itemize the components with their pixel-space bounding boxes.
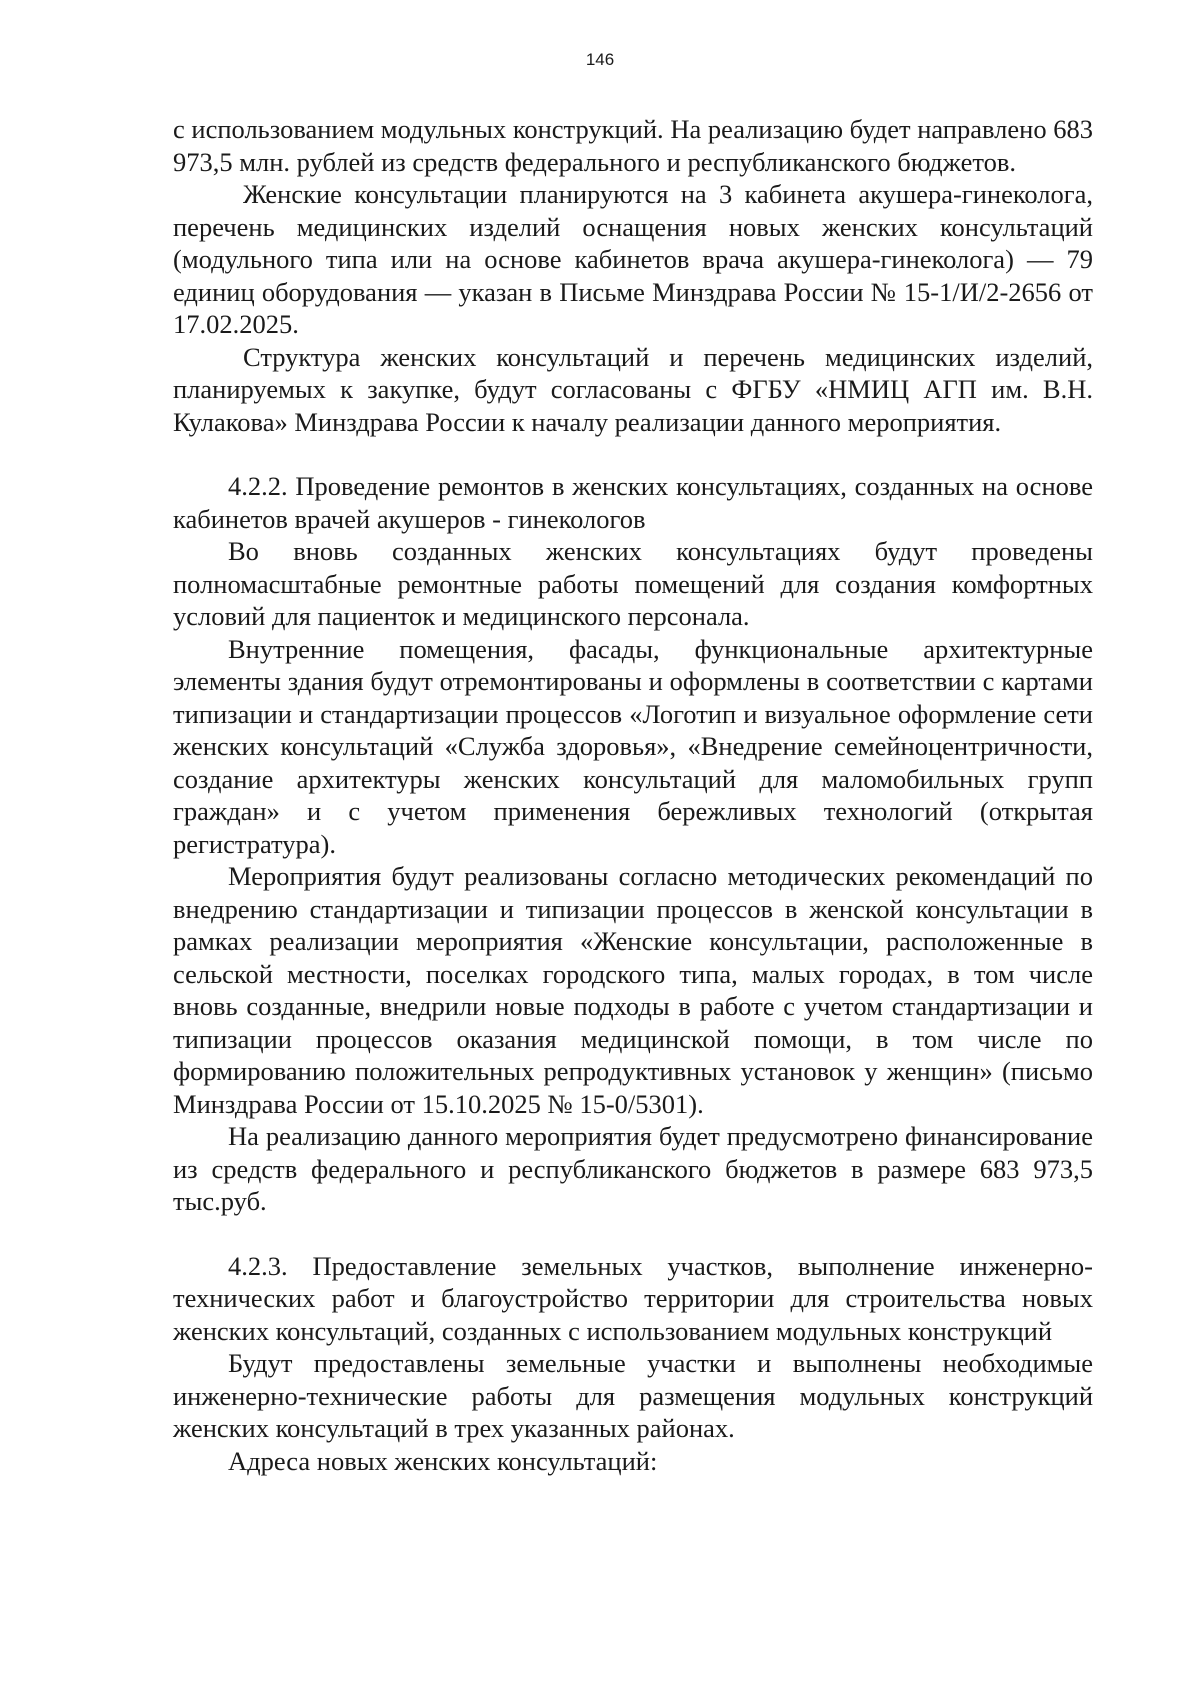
section-heading-4-2-3: 4.2.3. Предоставление земельных участков, выполнение инженерно-технических работ и благоустройство территории для строительства новых женских консультаций, созданных с использованием модульных конструкций (173, 1250, 1093, 1346)
document-body (173, 113, 1093, 1477)
page-number: 146 (585, 50, 615, 69)
paragraph-renovation-works: Во вновь созданных женских консультациях будут проведены полномасштабные ремонтные работы помещений для создания комфортных условий для пациенток и медицинского персонала. (173, 536, 1093, 631)
paragraph-consultation-structure: Структура женских консультаций и перечень медицинских изделий, планируемых к закупке, будут согласованы с ФГБУ «НМИЦ АГП им. В.Н. Кулакова» Минздрава России к началу реализации данного мероприятия. (173, 341, 1093, 437)
paragraph-consultation-cabinets: Женские консультации планируются на 3 кабинета акушера-гинеколога, перечень медицинских изделий оснащения новых женских консультаций (модульного типа или на основе кабинетов врача акушера-гинеколога) — 79 единиц оборудования — указан в Письме Минздрава России № 15-1/И/2-2656 от 17.02.2025. (173, 179, 1093, 339)
section-gap (173, 438, 1093, 470)
paragraph-interior-facades: Внутренние помещения, фасады, функциональные архитектурные элементы здания будут отремонтированы и оформлены в соответствии с картами типизации и стандартизации процессов «Логотип и визуальное оформление сети женских консультаций «Служба здоровья», «Внедрение семейноцентричности, создание архитектуры женских консультаций для маломобильных групп граждан» и с учетом применения бережливых технологий (открытая регистратура). (173, 633, 1093, 859)
paragraph-addresses-intro: Адреса новых женских консультаций: (228, 1445, 658, 1476)
paragraph-methodological-recommendations: Мероприятия будут реализованы согласно методических рекомендаций по внедрению стандартизации и типизации процессов в женской консультации в рамках реализации мероприятия «Женские консультации, расположенные в сельской местности, поселках городского типа, малых городах, в том числе вновь созданные, внедрили новые подходы в работе с учетом стандартизации и типизации процессов оказания медицинской помощи, в том числе по формированию положительных репродуктивных установок у женщин» (письмо Минздрава России от 15.10.2025 № 15-0/5301). (173, 861, 1093, 1119)
paragraph-financing: На реализацию данного мероприятия будет предусмотрено финансирование из средств федерального и республиканского бюджетов в размере 683 973,5 тыс.руб. (173, 1121, 1093, 1216)
section-gap (173, 1218, 1093, 1250)
section-heading-4-2-2: 4.2.2. Проведение ремонтов в женских консультациях, созданных на основе кабинетов врачей акушеров - гинекологов (173, 471, 1093, 534)
paragraph-modular-funding: с использованием модульных конструкций. На реализацию будет направлено 683 973,5 млн. рублей из средств федерального и республиканского бюджетов. (173, 114, 1093, 177)
paragraph-land-plots: Будут предоставлены земельные участки и выполнены необходимые инженерно-технические работы для размещения модульных конструкций женских консультаций в трех указанных районах. (173, 1348, 1093, 1443)
